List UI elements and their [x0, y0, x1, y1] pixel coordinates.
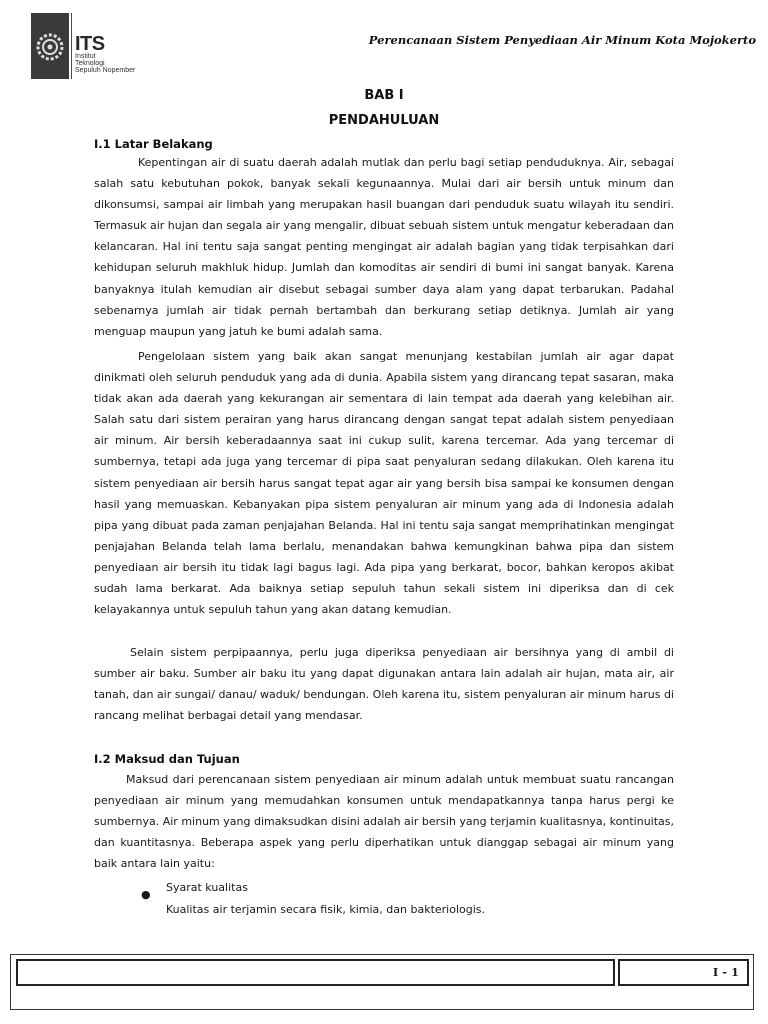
paragraph-latar-belakang-2: Pengelolaan sistem yang baik akan sangat menunjang kestabilan jumlah air agar dapat dinikmati oleh seluruh penduduk yang ada di dunia. Apabila sistem yang dirancang tepat sasaran, maka tidak akan ada daerah yang kekurangan air sementara di lain tempat ada daerah yang kelebihan air. Salah satu dari sistem perairan yang harus dirancang dengan sangat tepat adalah sistem penyediaan air minum. Air bersih keberadaannya saat ini cukup sulit, karena tercemar. Ada yang tercemar di sumbernya, tetapi ada juga yang tercemar di pipa saat penyaluran sedang dilakukan. Oleh karena itu sistem penyediaan air bersih harus sangat tepat agar air yang bersih bisa sampai ke konsumen dengan hasil yang memuaskan. Kebanyakan pipa sistem penyaluran air minum yang ada di Indonesia adalah pipa yang dibuat pada zaman penjajahan Belanda. Hal ini tentu saja sangat memprihatinkan mengingat penjajahan Belanda telah lama berlalu, menandakan bahwa kemungkinan bahwa pipa dan sistem penyediaan air bersih itu tidak lagi bagus lagi. Ada pipa yang berkarat, bocor, bahkan keropos akibat sudah lama berkarat. Ada baiknya setiap sepuluh tahun sekali sistem ini diperiksa dan di cek kelayakannya untuk sepuluh tahun yang akan datang kemudian.	[94, 350, 674, 617]
its-emblem	[31, 13, 69, 79]
logo-subtitle-line-2: Teknologi	[75, 60, 105, 67]
logo-wordmark: ITS	[75, 33, 105, 55]
section-heading-maksud-tujuan: I.2 Maksud dan Tujuan	[94, 752, 240, 766]
bullet-body: Kualitas air terjamin secara fisik, kimia, dan bakteriologis.	[166, 902, 486, 916]
chapter-number: BAB I	[364, 88, 404, 103]
logo-text	[75, 35, 135, 74]
gear-emblem-icon	[35, 32, 65, 62]
paragraph-latar-belakang-1: Kepentingan air di suatu daerah adalah mutlak dan perlu bagi setiap penduduknya. Air, sebagai salah satu kebutuhan pokok, banyak sekali kegunaannya. Mulai dari air bersih untuk minum dan dikonsumsi, sampai air limbah yang merupakan hasil buangan dari penduduk suatu wilayah itu sendiri. Termasuk air hujan dan segala air yang mengalir, dibuat sebuah sistem untuk mengatur keberadaan dan kelancaran. Hal ini tentu saja sangat penting mengingat air adalah bagian yang tidak terpisahkan dari kehidupan seluruh makhluk hidup. Jumlah dan komoditas air sendiri di bumi ini sangat banyak. Karena banyaknya itulah kemudian air disebut sebagai sumber daya alam yang dapat terbarukan. Padahal sebenarnya jumlah air tidak pernah bertambah dan berkurang setiap detiknya. Jumlah air yang menguap maupun yang jatuh ke bumi adalah sama.	[94, 156, 675, 338]
paragraph-latar-belakang-3: Selain sistem perpipaannya, perlu juga diperiksa penyediaan air bersihnya yang di ambil di sumber air baku. Sumber air baku itu yang dapat digunakan antara lain adalah air hujan, mata air, air tanah, dan air sungai/ danau/ waduk/ bendungan. Oleh karena itu, sistem penyaluran air minum harus di rancang melihat berbagai detail yang mendasar.	[94, 646, 674, 723]
chapter-title: PENDAHULUAN	[328, 113, 440, 128]
page-number: I - 1	[712, 965, 739, 979]
footer-page-box	[618, 959, 749, 986]
bullet-icon: ●	[141, 888, 151, 901]
logo-subtitle-line-1: Institut	[75, 53, 96, 60]
footer-left-box	[16, 959, 615, 986]
section-heading-latar-belakang: I.1 Latar Belakang	[94, 137, 213, 151]
bullet-item-syarat-kualitas	[166, 877, 485, 920]
document-header-title: Perencanaan Sistem Penyediaan Air Minum Kota Mojokerto	[368, 33, 756, 47]
its-logo	[31, 13, 141, 79]
logo-subtitle-line-3: Sepuluh Nopember	[75, 67, 136, 74]
paragraph-maksud-tujuan: Maksud dari perencanaan sistem penyediaan air minum adalah untuk membuat suatu rancangan penyediaan air minum yang memudahkan konsumen untuk mendapatkannya tanpa harus pergi ke sumbernya. Air minum yang dimaksudkan disini adalah air bersih yang terjamin kualitasnya, kontinuitas, dan kuantitasnya. Beberapa aspek yang perlu diperhatikan untuk dianggap sebagai air minum yang baik antara lain yaitu:	[94, 773, 674, 871]
logo-divider	[71, 13, 72, 79]
bullet-title: Syarat kualitas	[166, 881, 248, 894]
